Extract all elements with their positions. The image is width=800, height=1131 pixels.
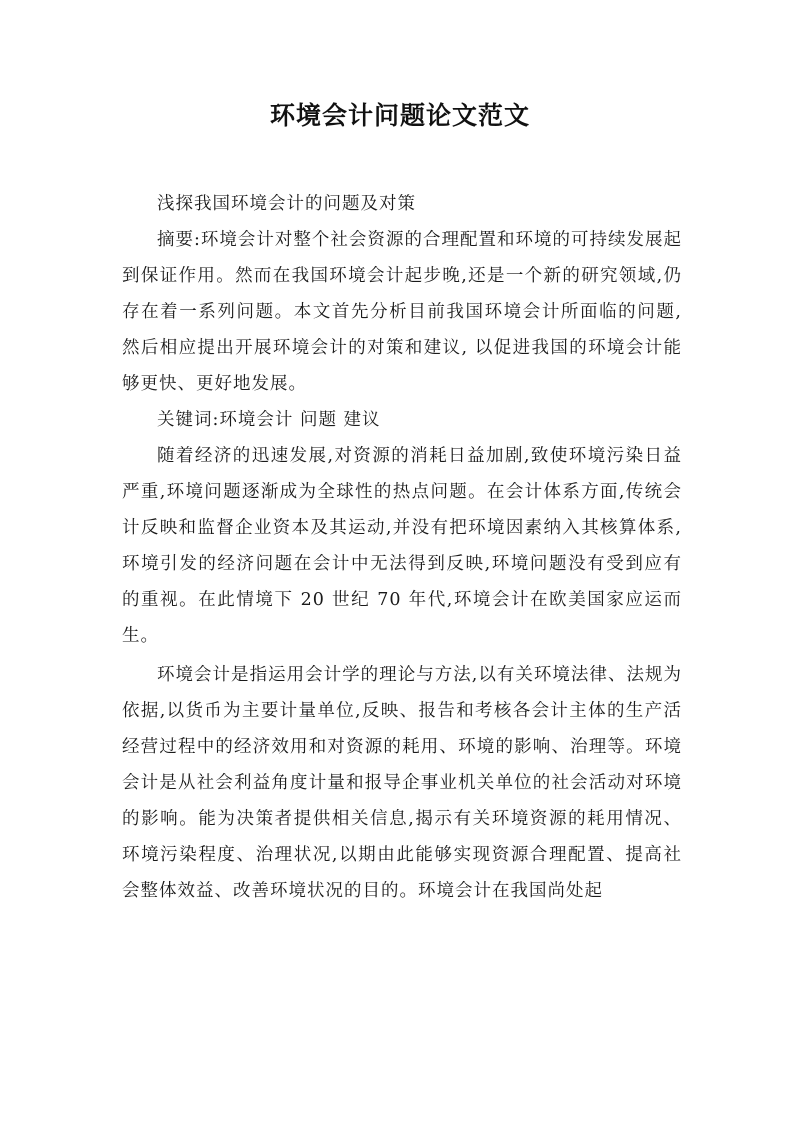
paragraph-subtitle: 浅探我国环境会计的问题及对策 <box>157 194 416 214</box>
document-title: 环境会计问题论文范文 <box>269 101 530 130</box>
paragraph-intro: 随着经济的迅速发展,对资源的消耗日益加剧,致使环境污染日益严重,环境问题逐渐成为全球性的热点问题。在会计体系方面,传统会计反映和监督企业资本及其运动,并没有把环境因素纳入其核算体系,环境引发的经济问题在会计中无法得到反映,环境问题没有受到应有的重视。在此情境下 20 世纪 70 年代,环境会计在欧美国家应运而生。 <box>122 446 682 646</box>
document-body <box>122 186 682 909</box>
paragraph-abstract: 摘要:环境会计对整个社会资源的合理配置和环境的可持续发展起到保证作用。然而在我国环境会计起步晚,还是一个新的研究领域,仍存在着一系列问题。本文首先分析目前我国环境会计所面临的问题, 然后相应提出开展环境会计的对策和建议, 以促进我国的环境会计能够更快、更好地发展。 <box>122 230 682 394</box>
paragraph-definition: 环境会计是指运用会计学的理论与方法,以有关环境法律、法规为依据,以货币为主要计量单位,反映、报告和考核各会计主体的生产活经营过程中的经济效用和对资源的耗用、环境的影响、治理等。环境会计是从社会利益角度计量和报导企事业机关单位的社会活动对环境的影响。能为决策者提供相关信息,揭示有关环境资源的耗用情况、环境污染程度、治理状况,以期由此能够实现资源合理配置、提高社会整体效益、改善环境状况的目的。环境会计在我国尚处起 <box>122 665 682 901</box>
paragraph-keywords: 关键词:环境会计 问题 建议 <box>157 410 381 430</box>
